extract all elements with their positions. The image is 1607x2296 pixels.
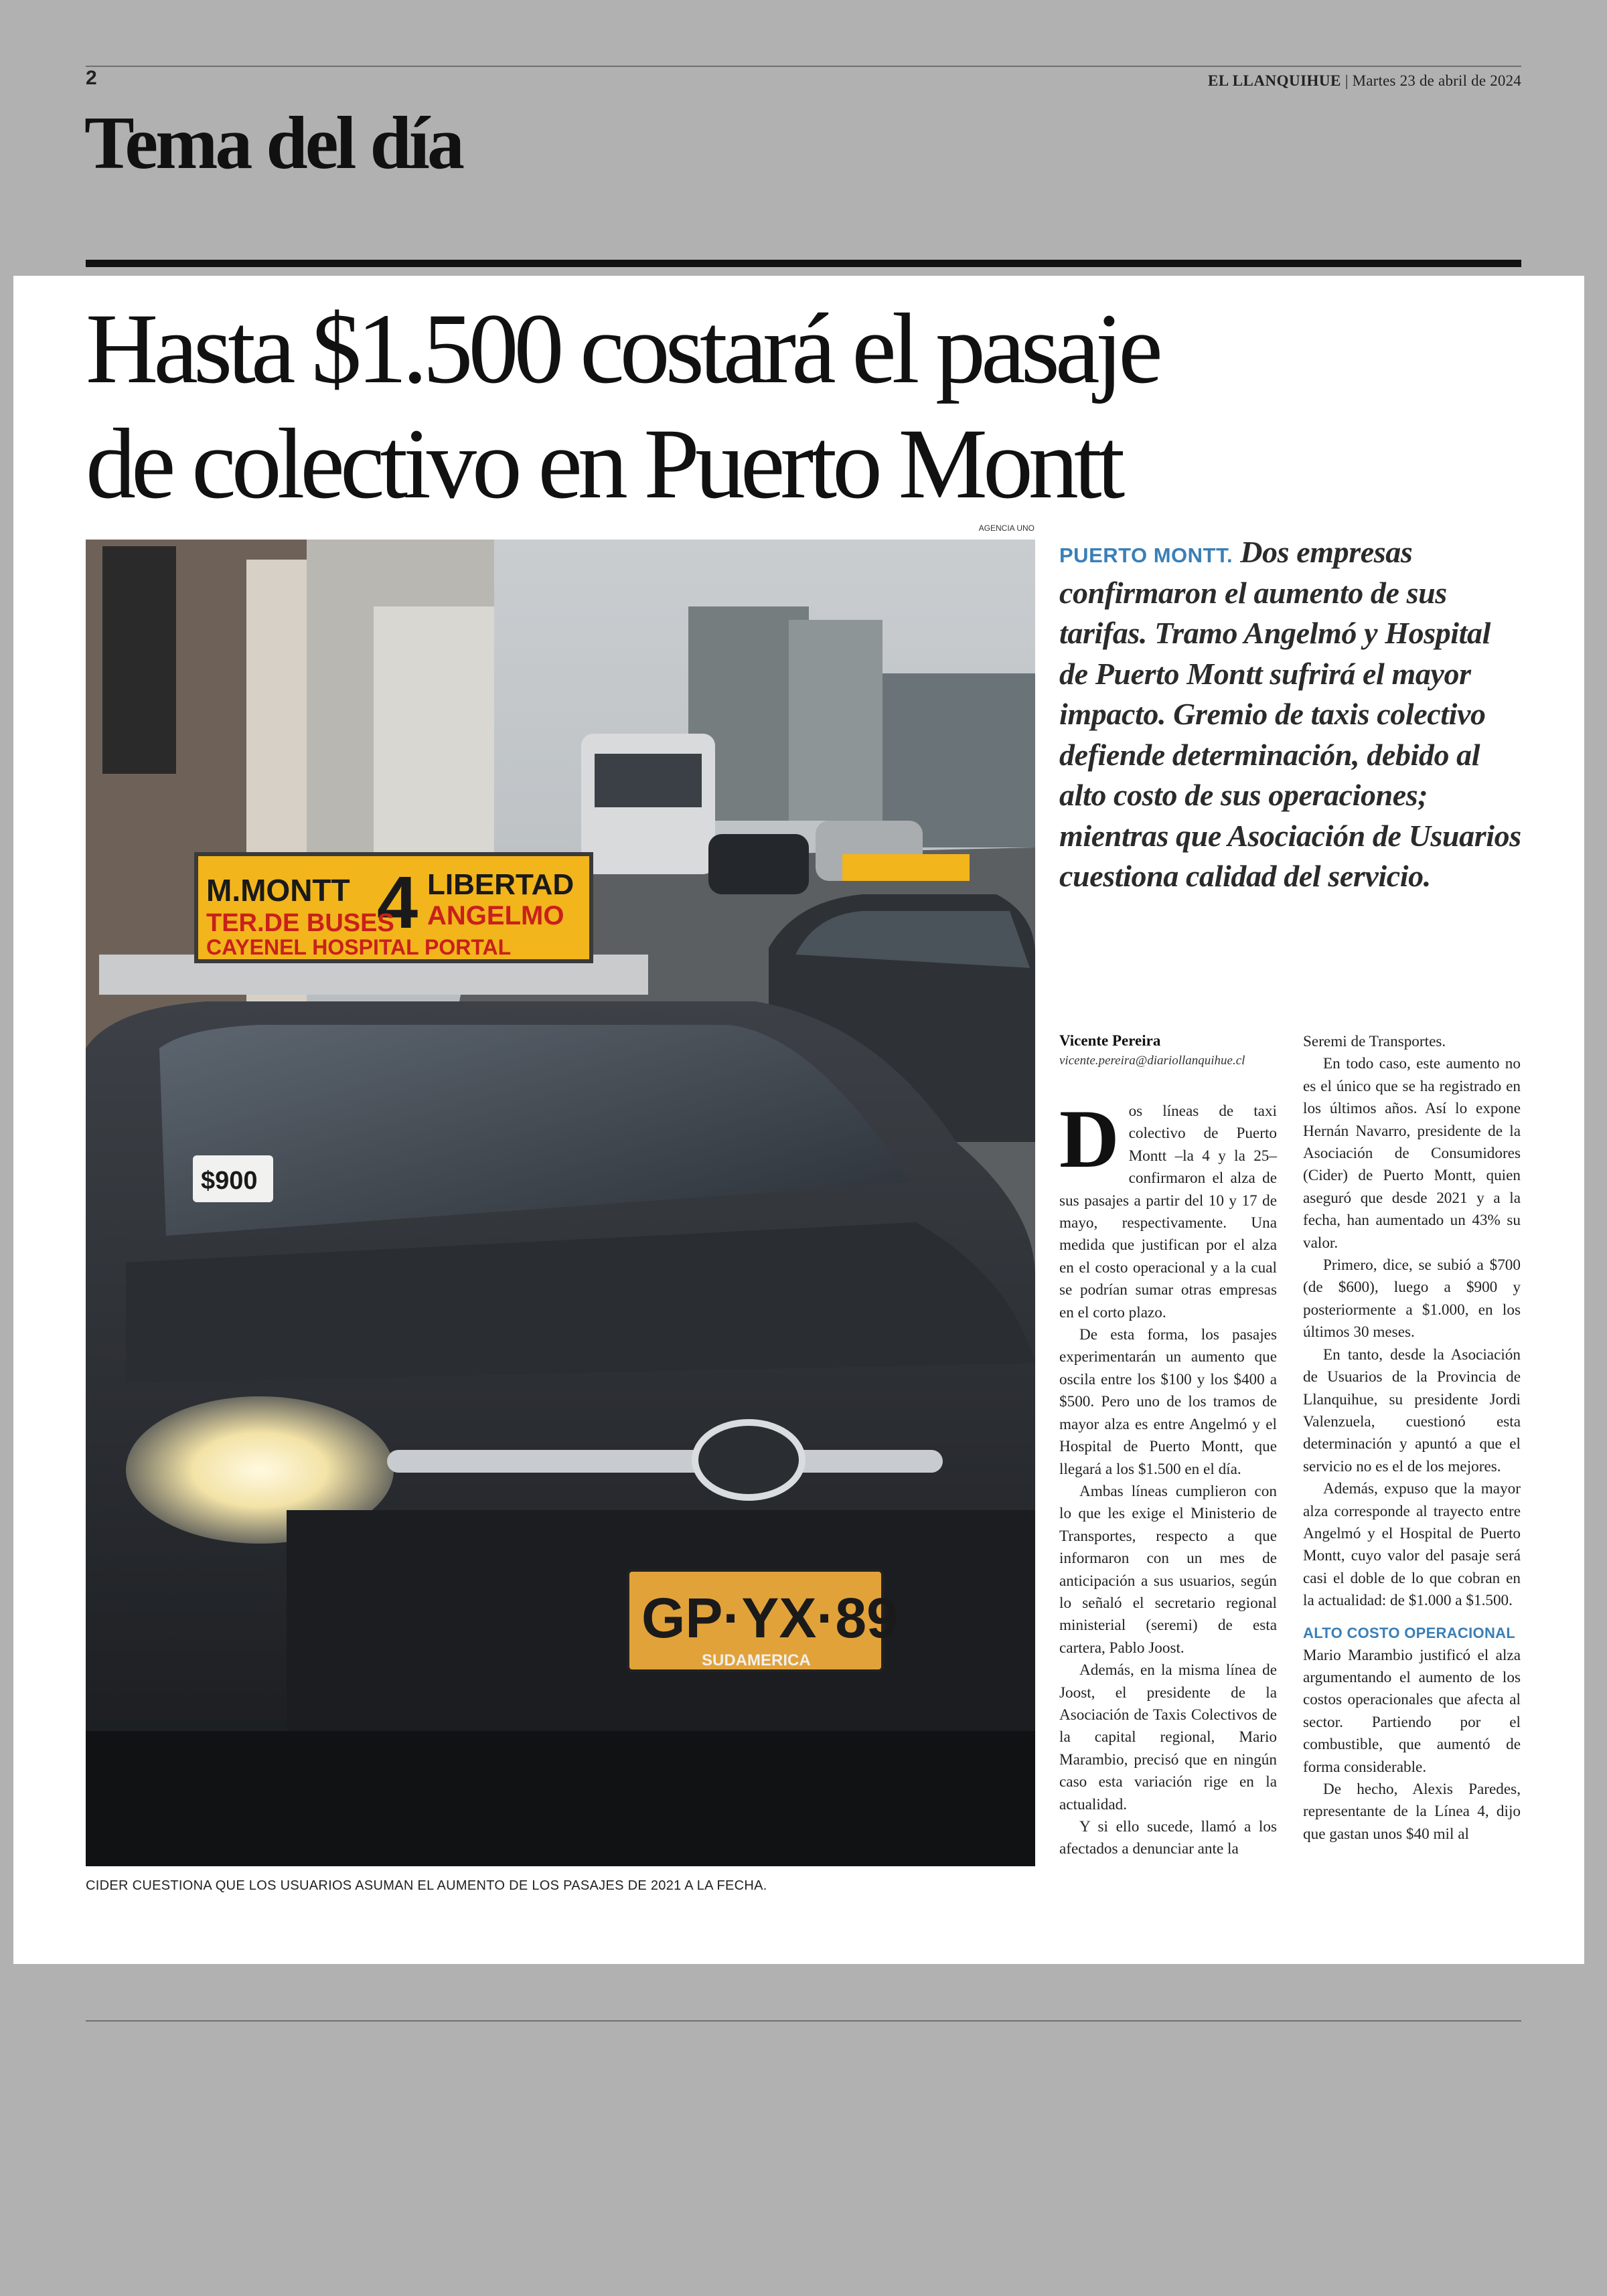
distant-tower-2: [789, 620, 883, 821]
lead-kicker: PUERTO MONTT.: [1059, 544, 1233, 567]
building-window: [102, 546, 176, 774]
paragraph-9: En tanto, desde la Asociación de Usuarios de la Provincia de Llanquihue, su presidente Jordi Valenzuela, cuestionó esta determinación y apuntó a que el servicio no es el de los mejores.: [1303, 1345, 1521, 1475]
sign-line-1-right: LIBERTAD: [427, 868, 575, 901]
grille-chrome: [387, 1450, 943, 1473]
top-rule: [86, 66, 1521, 67]
sign-line-2-right: ANGELMO: [427, 901, 564, 930]
paragraph-3: Ambas líneas cumplieron con lo que les exige el Ministerio de Transportes, respecto a que informaron con un mes de anticipación a sus usuarios, según lo señaló el secretario regional ministerial (seremi) de esta cartera, Pablo Joost.: [1059, 1482, 1277, 1657]
article-column-2: [1303, 1031, 1521, 1846]
section-rule: [86, 260, 1521, 267]
toyota-logo: [695, 1422, 802, 1497]
second-taxi-sign: [842, 854, 970, 881]
background-car: [708, 834, 809, 894]
paragraph-4: Además, en la misma línea de Joost, el presidente de la Asociación de Taxis Colectivos de la capital regional, Mario Marambio, precisó que en ningún caso esta variación rige en la actualidad.: [1059, 1661, 1277, 1813]
bus-window: [595, 754, 702, 807]
paragraph-10: Además, expuso que la mayor alza corresponde al trayecto entre Angelmó y el Hospital de Puerto Montt, cuyo valor del pasaje será casi el doble de lo que cobran en la actualidad: de $1.000 a $1.500.: [1303, 1480, 1521, 1610]
photo-caption: CIDER CUESTIONA QUE LOS USUARIOS ASUMAN EL AUMENTO DE LOS PASAJES DE 2021 A LA FECHA.: [86, 1878, 767, 1893]
paragraph-1-text: os líneas de taxi colectivo de Puerto Montt –la 4 y la 25– confirmaron el alza de sus pasajes a partir del 10 y 17 de mayo, respectivamente. Una medida que justifican por el alza en el costo operacional y a la cual se podrían sumar otras empresas en el corto plazo.: [1059, 1102, 1277, 1321]
bottom-rule: [86, 2020, 1521, 2022]
author-email[interactable]: vicente.pereira@diariollanquihue.cl: [1059, 1054, 1245, 1068]
paragraph-5: Y si ello sucede, llamó a los afectados a denunciar ante la: [1059, 1818, 1277, 1858]
paragraph-11: Mario Marambio justificó el alza argumentando el aumento de los costos operacionales que afecta al sector. Partiendo por el combustible, que aumentó de forma considerable.: [1303, 1646, 1521, 1776]
sign-line-1-left: M.MONTT: [206, 873, 350, 908]
paragraph-1: [1059, 1093, 1277, 1324]
photo-bottom-shadow: [86, 1731, 1035, 1866]
headline: [86, 291, 1521, 521]
article-lead: [1059, 532, 1521, 897]
paragraph-7: En todo caso, este aumento no es el único que se ha registrado en los últimos años. Así lo expone Hernán Navarro, presidente de la Asociación de Consumidores (Cider) de Puerto Montt, quien aseguró que desde 2021 y a la fecha, han aumentado un 43% su valor.: [1303, 1055, 1521, 1252]
section-title: Tema del día: [84, 102, 462, 185]
license-plate-number: GP·YX·89: [641, 1586, 898, 1649]
windshield-price: $900: [201, 1167, 258, 1195]
byline: Vicente Pereira: [1059, 1032, 1161, 1049]
license-plate-sub: SUDAMERICA: [702, 1651, 811, 1669]
issue-date: Martes 23 de abril de 2024: [1352, 72, 1521, 89]
subhead: ALTO COSTO OPERACIONAL: [1303, 1624, 1516, 1641]
taxi-photo: [86, 540, 1035, 1866]
paragraph-12: De hecho, Alexis Paredes, representante de la Línea 4, dijo que gastan unos $40 mil al: [1303, 1781, 1521, 1843]
sign-line-3: CAYENEL HOSPITAL PORTAL: [206, 935, 512, 959]
photo-credit: AGENCIA UNO: [978, 523, 1035, 533]
masthead: EL LLANQUIHUE | Martes 23 de abril de 2024: [1208, 72, 1521, 89]
headline-line-1: Hasta $1.500 costará el pasaje: [86, 293, 1158, 404]
paragraph-2: De esta forma, los pasajes experimentarán un aumento que oscila entre los $100 y los $400 a $500. Pero uno de los tramos de mayor alza es entre Angelmó y el Hospital de Puerto Montt, que llegará a los $1.500 en el día.: [1059, 1326, 1277, 1478]
headline-line-2: de colectivo en Puerto Montt: [86, 408, 1121, 519]
sign-number: 4: [377, 862, 418, 944]
article-column-1: [1059, 1031, 1277, 1861]
paragraph-8: Primero, dice, se subió a $700 (de $600), luego a $900 y posteriormente a $1.000, en los últimos 30 meses.: [1303, 1256, 1521, 1341]
lead-text: Dos empresas confirmaron el aumento de sus tarifas. Tramo Angelmó y Hospital de Puerto Montt sufrirá el mayor impacto. Gremio de taxis colectivo defiende determinación, debido al alto costo de sus operaciones; mientras que Asociación de Usuarios cuestiona calidad del servicio.: [1059, 535, 1521, 893]
paragraph-6: Seremi de Transportes.: [1303, 1033, 1446, 1050]
drop-cap: D: [1059, 1093, 1120, 1185]
sign-line-2-left: TER.DE BUSES: [206, 909, 394, 937]
publication-name: EL LLANQUIHUE: [1208, 72, 1341, 89]
page-number: 2: [86, 67, 97, 89]
